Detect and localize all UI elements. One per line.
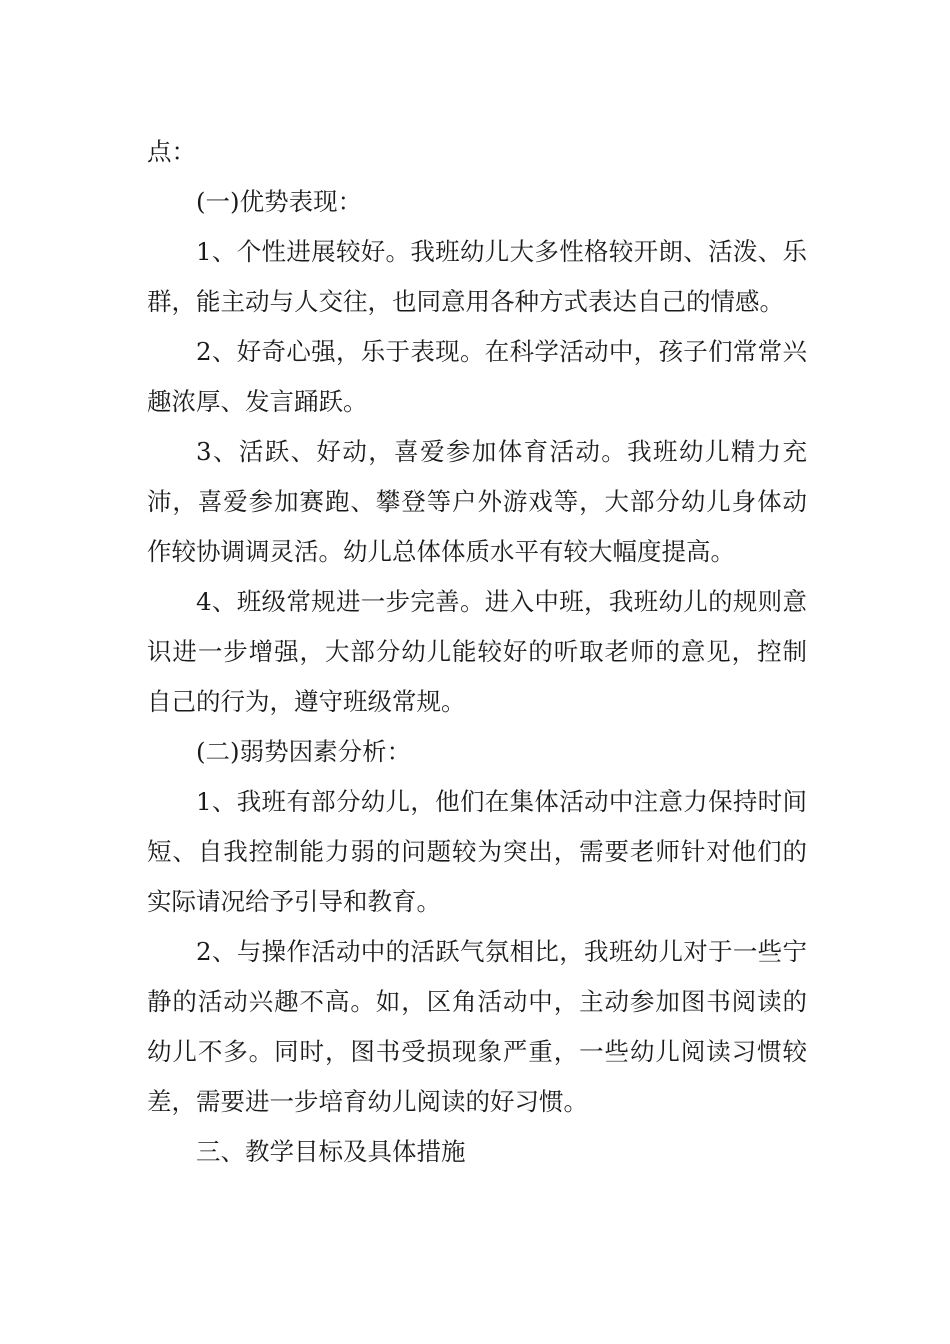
paragraph-strength-3: 3、活跃、好动，喜爱参加体育活动。我班幼儿精力充沛，喜爱参加赛跑、攀登等户外游戏等，大部分幼儿身体动作较协调调灵活。幼儿总体体质水平有较大幅度提高。 bbox=[147, 437, 807, 566]
paragraph-strength-1: 1、个性进展较好。我班幼儿大多性格较开朗、活泼、乐群，能主动与人交往，也同意用各种方式表达自己的情感。 bbox=[147, 237, 807, 316]
paragraph-weakness-2: 2、与操作活动中的活跃气氛相比，我班幼儿对于一些宁静的活动兴趣不高。如，区角活动中，主动参加图书阅读的幼儿不多。同时，图书受损现象严重，一些幼儿阅读习惯较差，需要进一步培育幼儿阅读的好习惯。 bbox=[147, 937, 807, 1116]
document-body bbox=[147, 127, 807, 1177]
paragraph-continuation: 点： bbox=[147, 137, 196, 166]
section-heading-weaknesses: (二)弱势因素分析： bbox=[196, 737, 412, 766]
section-heading-strengths: (一)优势表现： bbox=[196, 187, 363, 216]
paragraph-weakness-1: 1、我班有部分幼儿，他们在集体活动中注意力保持时间短、自我控制能力弱的问题较为突出，需要老师针对他们的实际请况给予引导和教育。 bbox=[147, 787, 807, 916]
paragraph-strength-2: 2、好奇心强，乐于表现。在科学活动中，孩子们常常兴趣浓厚、发言踊跃。 bbox=[147, 337, 807, 416]
section-heading-goals: 三、教学目标及具体措施 bbox=[196, 1137, 466, 1166]
paragraph-strength-4: 4、班级常规进一步完善。进入中班，我班幼儿的规则意识进一步增强，大部分幼儿能较好的听取老师的意见，控制自己的行为，遵守班级常规。 bbox=[147, 587, 807, 716]
